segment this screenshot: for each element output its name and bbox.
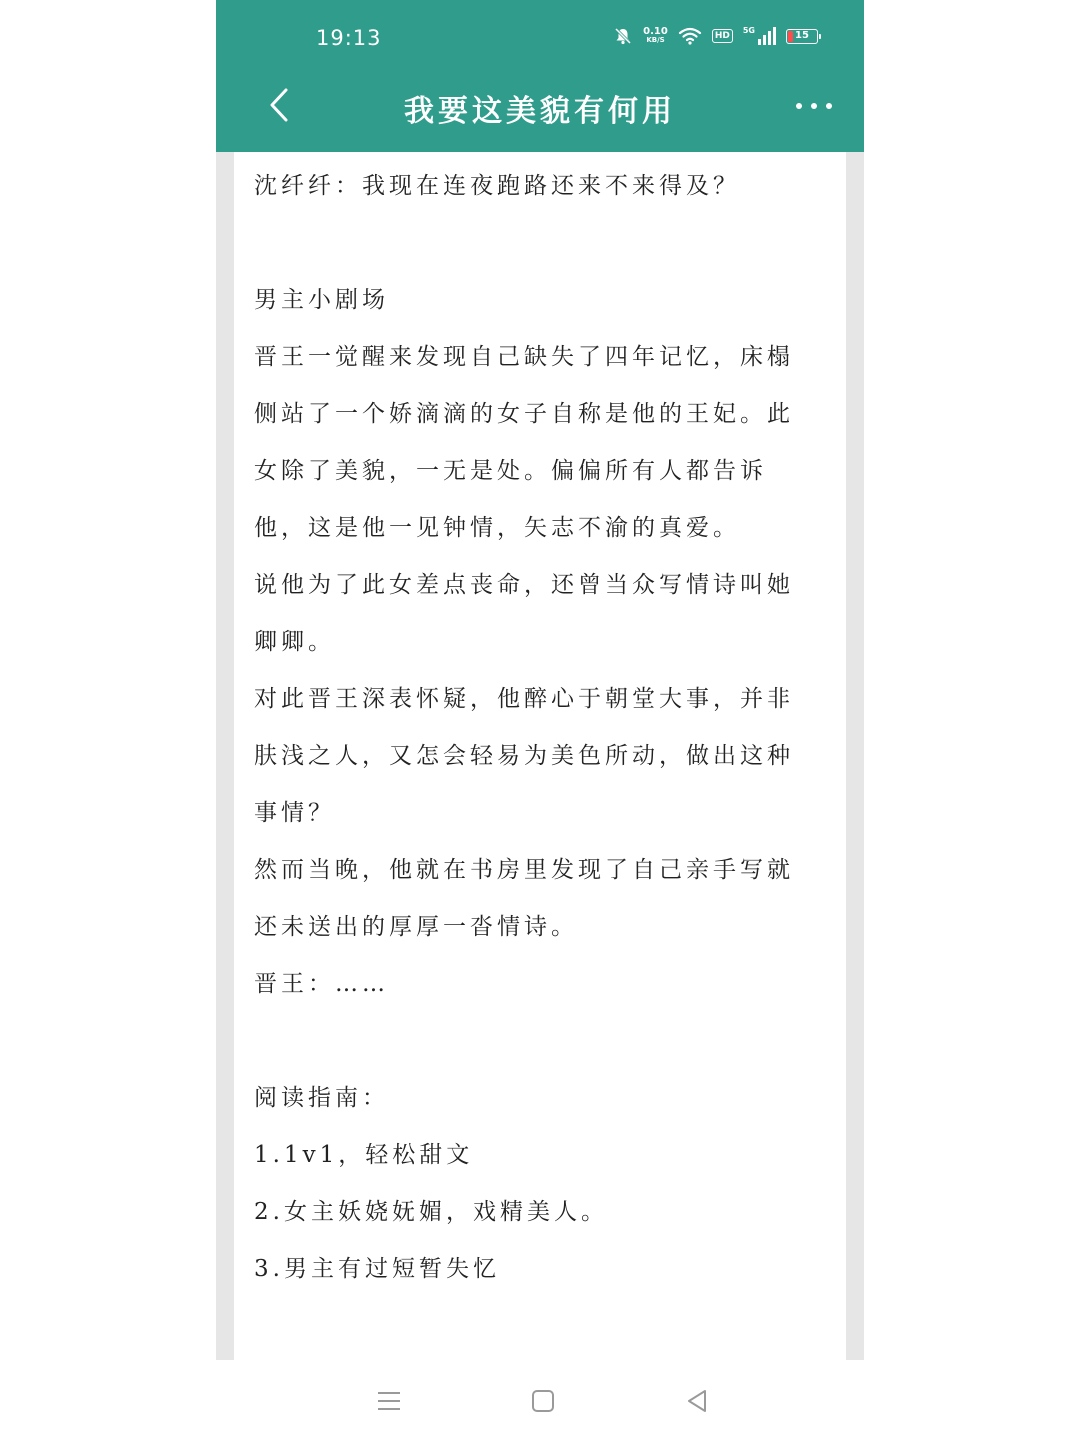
battery-icon [786, 29, 818, 44]
section-heading: 男主小剧场 [254, 287, 389, 313]
list-item: 3.男主有过短暂失忆 [254, 1256, 500, 1282]
wifi-icon [678, 27, 702, 45]
home-button[interactable] [528, 1386, 558, 1416]
text-paragraph: 晋王：…… [254, 971, 389, 997]
status-icons [613, 26, 818, 46]
section-heading: 阅读指南： [254, 1085, 389, 1111]
menu-lines-icon [374, 1386, 404, 1416]
system-nav-bar [216, 1360, 864, 1439]
text-paragraph: 沈纤纤：我现在连夜跑路还来不来得及？ [254, 173, 740, 199]
app-header [216, 0, 864, 152]
list-item: 2.女主妖娆妩媚，戏精美人。 [254, 1199, 608, 1225]
mute-bell-icon [613, 26, 633, 46]
net-speed-value: 0.10 [643, 26, 668, 37]
text-paragraph: 然而当晚，他就在书房里发现了自己亲手写就还未送出的厚厚一沓情诗。 [254, 857, 794, 940]
list-item: 1.1v1，轻松甜文 [254, 1142, 474, 1168]
square-home-icon [528, 1386, 558, 1416]
left-margin [216, 152, 234, 1360]
right-margin [846, 152, 864, 1360]
text-paragraph: 对此晋王深表怀疑，他醉心于朝堂大事，并非肤浅之人，又怎会轻易为美色所动，做出这种事情？ [254, 686, 794, 826]
cell-signal-icon [743, 27, 776, 45]
hd-badge: HD [712, 29, 733, 43]
phone-screen [216, 0, 864, 1439]
more-options-button[interactable] [796, 96, 832, 116]
text-paragraph: 说他为了此女差点丧命，还曾当众写情诗叫她卿卿。 [254, 572, 794, 655]
triangle-back-icon [682, 1386, 712, 1416]
recent-apps-button[interactable] [374, 1386, 404, 1416]
reading-content[interactable] [234, 152, 846, 1360]
net-speed-unit: KB/S [646, 36, 665, 44]
page-title: 我要这美貌有何用 [404, 94, 676, 129]
more-dots-icon [796, 103, 802, 109]
system-back-button[interactable] [682, 1386, 712, 1416]
network-type-label: 5G [742, 26, 755, 35]
battery-level-text: 15 [795, 29, 809, 41]
text-paragraph: 晋王一觉醒来发现自己缺失了四年记忆，床榻侧站了一个娇滴滴的女子自称是他的王妃。此女除了美貌，一无是处。偏偏所有人都告诉他，这是他一见钟情，矢志不渝的真爱。 [254, 344, 794, 541]
net-speed-indicator [643, 27, 668, 45]
status-time: 19:13 [316, 26, 382, 50]
